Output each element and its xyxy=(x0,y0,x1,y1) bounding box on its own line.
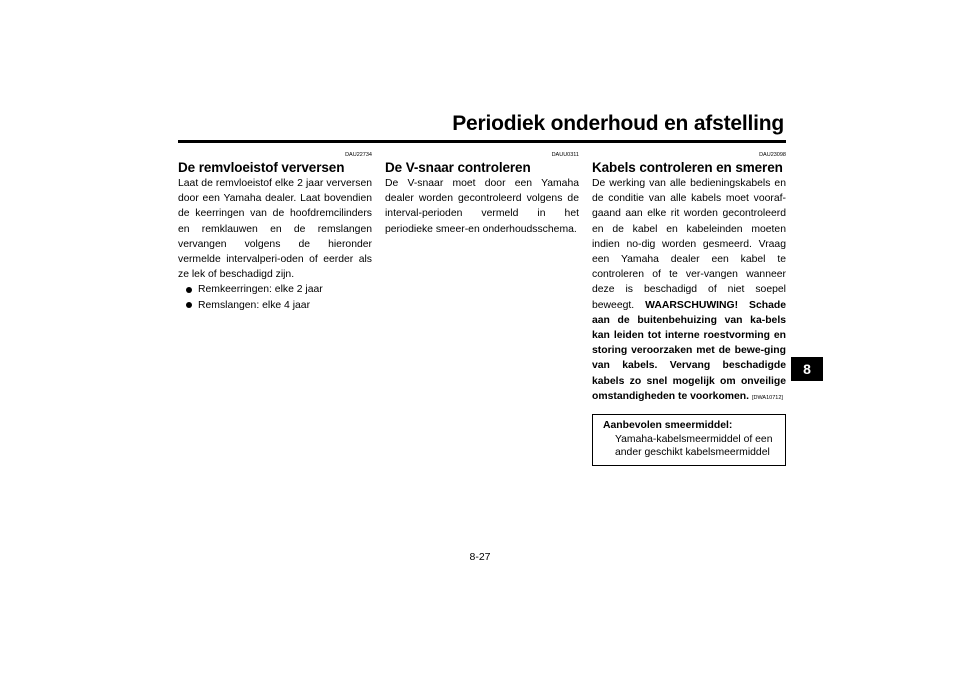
lubricant-value: Yamaha-kabelsmeermiddel of een ander geschikt kabelsmeermiddel xyxy=(615,434,773,459)
bullet-icon xyxy=(186,302,192,308)
page-title: Periodiek onderhoud en afstelling xyxy=(452,112,784,135)
section-body: De V-snaar moet door een Yamaha dealer worden gecontroleerd volgens de interval-perioden vermeld in het periodieke smeer-en onderhoudsschema. xyxy=(385,178,579,235)
lubricant-box xyxy=(592,414,786,466)
page-number: 8-27 xyxy=(469,551,491,563)
section-brake-fluid xyxy=(178,152,372,313)
section-body-text: De werking van alle bedieningskabels en de conditie van alle kabels moet vooraf-gaand aan elke rit worden gecontroleerd en de kabel en kabeleinden moeten indien no-dig worden gesmeerd. Vraag een Yamaha dealer een kabel te controleren of te ver-vangen wanneer deze is beschadigd of niet soepel beweegt. xyxy=(592,178,786,311)
section-v-belt xyxy=(385,152,579,237)
lubricant-title: Aanbevolen smeermiddel: xyxy=(603,420,733,432)
bullet-list xyxy=(186,282,372,312)
bullet-icon xyxy=(186,287,192,293)
list-item xyxy=(186,298,372,313)
section-heading: Kabels controleren en smeren xyxy=(592,160,783,175)
section-cables xyxy=(592,152,786,466)
list-item-text: Remkeerringen: elke 2 jaar xyxy=(198,284,323,296)
section-code: DAU23098 xyxy=(759,152,786,158)
list-item xyxy=(186,282,372,297)
section-tab: 8 xyxy=(791,357,823,381)
list-item-text: Remslangen: elke 4 jaar xyxy=(198,299,311,311)
warning-text: WAARSCHUWING! Schade aan de buitenbehuizing van ka-bels kan leiden tot interne roestvorming en storing veroorzaken met de bewe-ging van kabels. Vervang beschadigde kabels zo snel mogelijk om onveilige omstandigheden te voorkomen. xyxy=(592,299,786,402)
section-code: DAU22734 xyxy=(345,152,372,158)
section-body: Laat de remvloeistof elke 2 jaar verversen door een Yamaha dealer. Laat bovendien de keerringen van de hoofdremcilinders en remklauwen en de remslangen vervangen volgens de hieronder vermelde intervalperi-oden of eerder als ze lek of beschadigd zijn. xyxy=(178,178,372,281)
section-heading: De remvloeistof verversen xyxy=(178,160,345,175)
section-code: DAUU0311 xyxy=(551,152,579,158)
warning-code: [DWA10712] xyxy=(751,394,783,401)
section-body xyxy=(592,176,786,406)
header-rule xyxy=(178,140,786,143)
section-heading: De V-snaar controleren xyxy=(385,160,531,175)
